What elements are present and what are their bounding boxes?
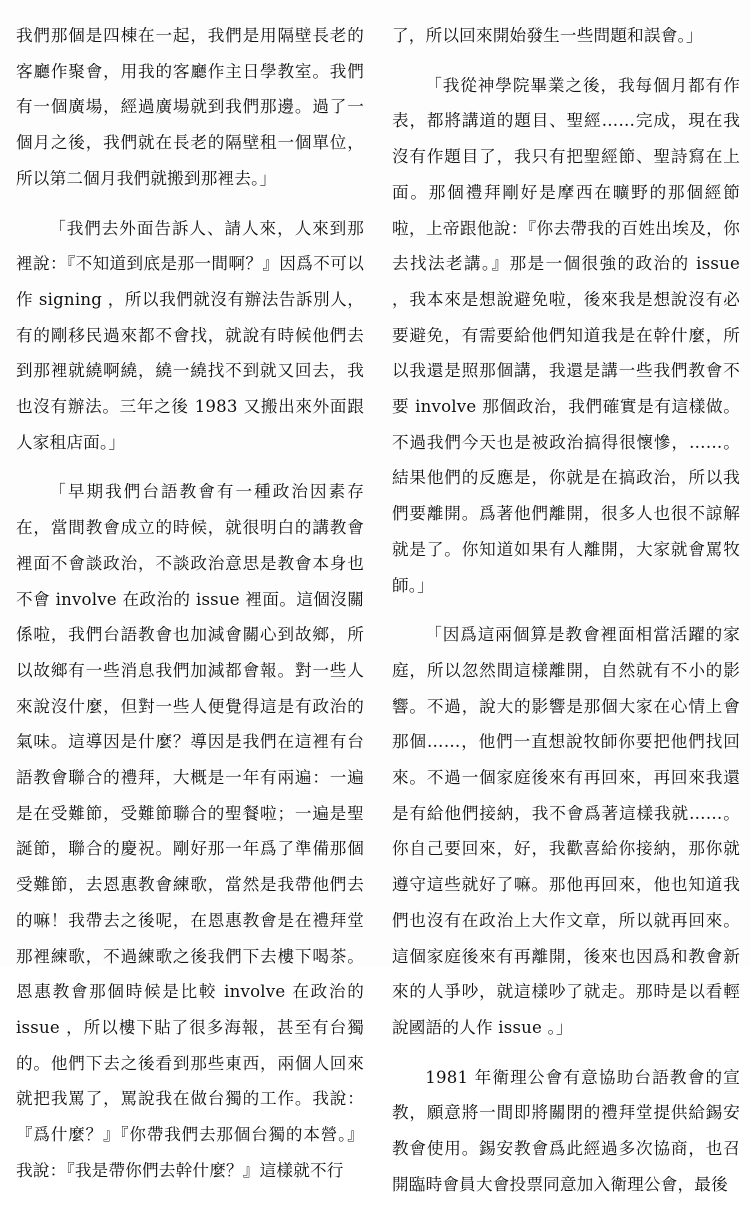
- paragraph: 「早期我們台語教會有一種政治因素存在，當間教會成立的時候，就很明白的講教會裡面不會談政治，不談政治意思是教會本身也不會 involve 在政治的 issue 裡面。這個沒關係啦，我們台語教會也加減會關心到故鄉，所以故鄉有一些消息我們加減都會報。對一些人來說沒什麼，但對一些人便覺得這是有政治的氣味。這導因是什麼？導因是我們在這裡有台語教會聯合的禮拜，大概是一年有兩遍：一遍是在受難節，受難節聯合的聖餐啦；一遍是聖誕節，聯合的慶祝。剛好那一年爲了準備那個受難節，去恩惠教會練歌，當然是我帶他們去的嘛！我帶去之後呢，在恩惠教會是在禮拜堂那裡練歌，不過練歌之後我們下去樓下喝茶。恩惠教會那個時候是比較 involve 在政治的 issue ，所以樓下貼了很多海報，甚至有台獨的。他們下去之後看到那些東西，兩個人回來就把我罵了，罵說我在做台獨的工作。我說：『爲什麼？』『你帶我們去那個台獨的本營。』我說：『我是帶你們去幹什麼？』這樣就不行: [16, 482, 364, 1180]
- paragraph: 「我從神學院畢業之後，我每個月都有作表，都將講道的題目、聖經……完成，現在我沒有作題目了，我只有把聖經節、聖詩寫在上面。那個禮拜剛好是摩西在曠野的那個經節啦，上帝跟他說：『你去帶我的百姓出埃及，你去找法老講。』那是一個很強的政治的 issue ，我本來是想說避免啦，後來我是想說沒有必要避免，有需要給他們知道我是在幹什麼，所以我還是照那個講，我還是講一些我們教會不要 involve 那個政治，我們確實是有這樣做。不過我們今天也是被政治搞得很懷慘，……。結果他們的反應是，你就是在搞政治，所以我們要離開。爲著他們離開，很多人也很不諒解就是了。你知道如果有人離開，大家就會罵牧師。」: [392, 75, 740, 595]
- paragraph: 我們那個是四棟在一起，我們是用隔壁長老的客廳作聚會，用我的客廳作主日學教室。我們有一個廣場，經過廣場就到我們那邊。過了一個月之後，我們就在長老的隔壁租一個單位，所以第二個月我們就搬到那裡去。」: [16, 26, 364, 188]
- right-column: [392, 18, 740, 1217]
- paragraph: 了，所以回來開始發生一些問題和誤會。」: [392, 26, 703, 45]
- paragraph: 「因爲這兩個算是教會裡面相當活躍的家庭，所以忽然間這樣離開，自然就有不小的影響。不過，說大的影響是那個大家在心情上會那個……，他們一直想說牧師你要把他們找回來。不過一個家庭後來有再回來，再回來我還是有給他們接納，我不會爲著這樣我就……。你自己要回來，好，我歡喜給你接納，那你就遵守這些就好了嘛。那他再回來，他也知道我們也沒有在政治上大作文章，所以就再回來。這個家庭後來有再離開，後來也因爲和教會新來的人爭吵，就這樣吵了就走。那時是以看輕說國語的人作 issue 。」: [392, 625, 740, 1037]
- left-column: [16, 18, 364, 1203]
- paragraph: 「我們去外面告訴人、請人來，人來到那裡說：『不知道到底是那一間啊？』因爲不可以作 signing ，所以我們就沒有辦法告訴別人，有的剛移民過來都不會找，就說有時候他們去到那裡就繞啊繞，繞一繞找不到就又回去，我也沒有辦法。三年之後 1983 又搬出來外面跟人家租店面。」: [16, 218, 364, 452]
- paragraph: 1981 年衛理公會有意協助台語教會的宣教，願意將一間即將關閉的禮拜堂提供給錫安教會使用。錫安教會爲此經過多次協商，也召開臨時會員大會投票同意加入衛理公會，最後: [392, 1067, 740, 1194]
